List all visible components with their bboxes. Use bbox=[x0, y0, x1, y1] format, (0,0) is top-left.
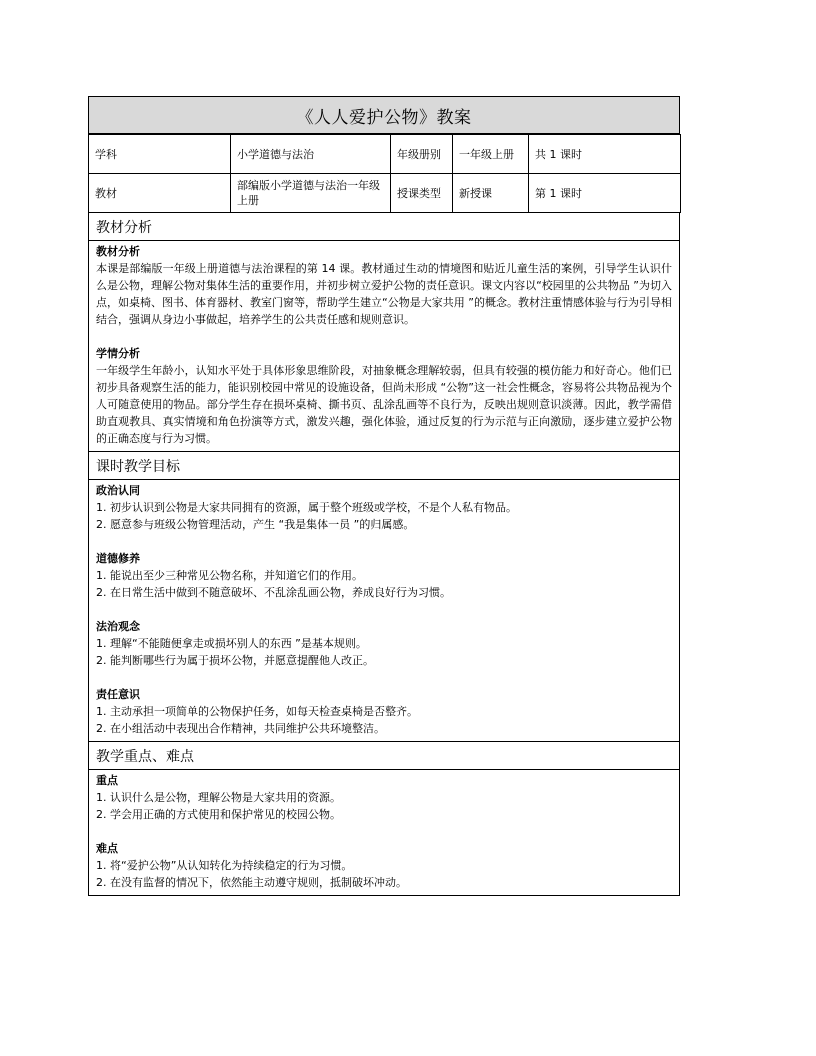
goal-list bbox=[96, 635, 672, 669]
textbook-analysis-text: 本课是部编版一年级上册道德与法治课程的第 14 课。教材通过生动的情境图和贴近儿童生活的案例，引导学生认识什么是公物，理解公物对集体生活的重要作用，并初步树立爱护公物的责任意识。课文内容以“校园里的公共物品 ”为切入点，如桌椅、图书、体育器材、教室门窗等，帮助学生建立“公物是大家共用 ”的概念。教材注重情感体验与行为引导相结合，强调从身边小事做起，培养学生的公共责任感和规则意识。 bbox=[96, 262, 672, 326]
list-item: 1. 主动承担一项简单的公物保护任务，如每天检查桌椅是否整齐。 bbox=[96, 705, 418, 718]
student-analysis-text: 一年级学生年龄小，认知水平处于具体形象思维阶段，对抽象概念理解较弱，但具有较强的模仿能力和好奇心。他们已初步具备观察生活的能力，能识别校园中常见的设施设备，但尚未形成 “公物”这一社会性概念，容易将公共物品视为个人可随意使用的物品。部分学生存在损坏桌椅、撕书页、乱涂乱画等不良行为，反映出规则意识淡薄。因此，教学需借助直观教具、真实情境和角色扮演等方式，激发兴趣，强化体验，通过反复的行为示范与正向激励，逐步建立爱护公物的正确态度与行为习惯。 bbox=[96, 364, 672, 445]
section-body-analysis bbox=[88, 241, 680, 452]
subheading-textbook: 教材分析 bbox=[96, 245, 140, 258]
document-title: 《人人爱护公物》教案 bbox=[88, 96, 680, 134]
section-heading-keypoints: 教学重点、难点 bbox=[88, 742, 680, 770]
list-item: 2. 学会用正确的方式使用和保护常见的校园公物。 bbox=[96, 808, 341, 821]
goal-group-title: 责任意识 bbox=[96, 688, 140, 701]
goal-list bbox=[96, 567, 672, 601]
goal-group-title: 道德修养 bbox=[96, 552, 140, 565]
list-item: 2. 在日常生活中做到不随意破坏、不乱涂乱画公物，养成良好行为习惯。 bbox=[96, 586, 451, 599]
info-row-subject bbox=[89, 135, 681, 174]
keypoint-group-title: 重点 bbox=[96, 774, 118, 787]
keypoint-list bbox=[96, 857, 672, 891]
subheading-students: 学情分析 bbox=[96, 347, 140, 360]
list-item: 1. 认识什么是公物，理解公物是大家共用的资源。 bbox=[96, 791, 341, 804]
keypoint-list bbox=[96, 789, 672, 823]
material-label: 教材 bbox=[89, 174, 231, 213]
list-item: 1. 将“爱护公物”从认知转化为持续稳定的行为习惯。 bbox=[96, 859, 353, 872]
goal-list bbox=[96, 703, 672, 737]
grade-label: 年级册别 bbox=[391, 135, 453, 174]
keypoint-group-title: 难点 bbox=[96, 842, 118, 855]
list-item: 1. 初步认识到公物是大家共同拥有的资源，属于整个班级或学校，不是个人私有物品。 bbox=[96, 501, 517, 514]
section-heading-goals: 课时教学目标 bbox=[88, 452, 680, 480]
grade-value: 一年级上册 bbox=[453, 135, 529, 174]
goal-list bbox=[96, 499, 672, 533]
list-item: 2. 愿意参与班级公物管理活动，产生 “我是集体一员 ”的归属感。 bbox=[96, 518, 415, 531]
subject-label: 学科 bbox=[89, 135, 231, 174]
goal-group-title: 法治观念 bbox=[96, 620, 140, 633]
lesson-number: 第 1 课时 bbox=[529, 174, 681, 213]
list-item: 2. 能判断哪些行为属于损坏公物，并愿意提醒他人改正。 bbox=[96, 654, 374, 667]
lesson-plan-document bbox=[88, 96, 680, 896]
section-body-goals bbox=[88, 480, 680, 742]
info-row-material bbox=[89, 174, 681, 213]
material-value: 部编版小学道德与法治一年级上册 bbox=[231, 174, 391, 213]
list-item: 1. 能说出至少三种常见公物名称，并知道它们的作用。 bbox=[96, 569, 363, 582]
list-item: 1. 理解“不能随便拿走或损坏别人的东西 ”是基本规则。 bbox=[96, 637, 367, 650]
subject-value: 小学道德与法治 bbox=[231, 135, 391, 174]
section-body-keypoints bbox=[88, 770, 680, 896]
list-item: 2. 在没有监督的情况下，依然能主动遵守规则，抵制破坏冲动。 bbox=[96, 876, 407, 889]
list-item: 2. 在小组活动中表现出合作精神，共同维护公共环境整洁。 bbox=[96, 722, 385, 735]
section-heading-analysis: 教材分析 bbox=[88, 213, 680, 241]
goal-group-title: 政治认同 bbox=[96, 484, 140, 497]
type-label: 授课类型 bbox=[391, 174, 453, 213]
total-hours: 共 1 课时 bbox=[529, 135, 681, 174]
course-info-table bbox=[88, 134, 681, 213]
type-value: 新授课 bbox=[453, 174, 529, 213]
